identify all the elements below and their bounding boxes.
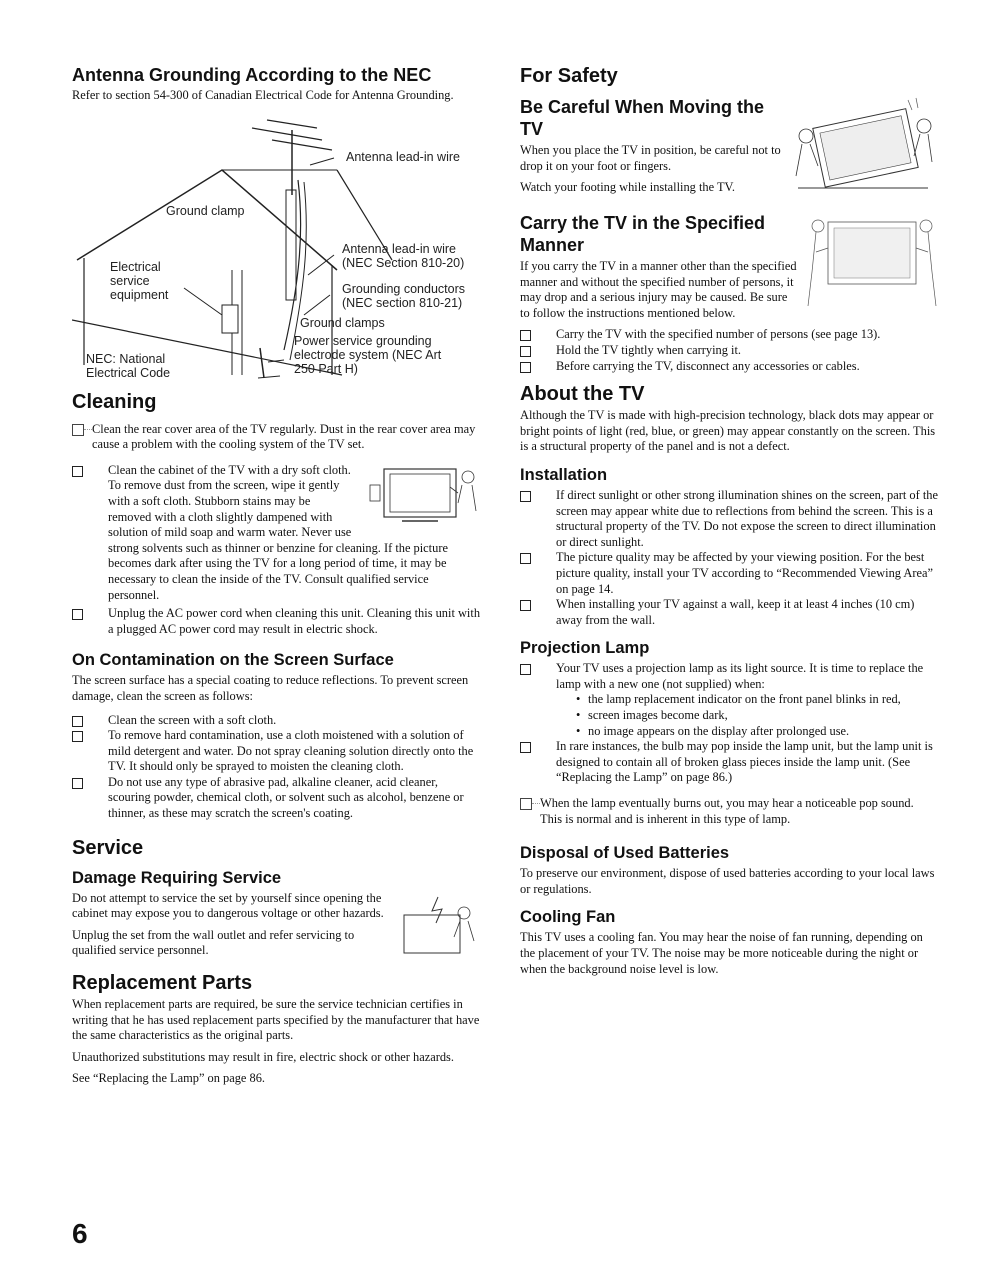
about-tv-body: Although the TV is made with high-precision technology, black dots may appear or bright points of light (red, blue, or green) may appear constantly on the screen. This is a structural property of the panel and is not a defect. [520,408,936,454]
cleaning-item-2-text: Unplug the AC power cord when cleaning this unit. Cleaning this unit with a plugged AC power cord may result in electric shock. [108,606,481,636]
cooling-fan-body: This TV uses a cooling fan. You may hear the noise of fan running, depending on the placement of your TV. The noise may be more noticeable during the night or when the background noise level is low. [520,930,923,976]
checkbox-bullet-icon [72,466,83,477]
disposal-batteries-body: To preserve our environment, dispose of used batteries according to your local laws or regulations. [520,866,935,896]
projection-lamp-list-2 [520,739,938,786]
carry-heading: Carry the TV in the Specified Manner [520,213,766,255]
carry-list [520,327,938,374]
checkbox-bullet-icon [520,664,531,675]
lamp-note-text: When the lamp eventually burns out, you may hear a noticeable pop sound. This is normal and is inherent in this type of lamp. [540,796,914,826]
carry-item-text: Hold the TV tightly when carrying it. [556,342,742,357]
contamination-item-text: Clean the screen with a soft cloth. [108,712,277,727]
checkbox-bullet-icon [520,346,531,357]
bullet-item: • no image appears on the display after prolonged use. [576,724,938,740]
installation-item-text: When installing your TV against a wall, keep it at least 4 inches (10 cm) away from the wall. [556,597,915,627]
damage-requiring-service-heading: Damage Requiring Service [72,868,282,887]
list-item [520,597,938,628]
label-ground-clamp: Ground clamp [166,203,245,218]
label-power-service: Power service grounding electrode system (NEC Art 250 Part H) [294,333,442,376]
contamination-item-text: Do not use any type of abrasive pad, alkaline cleaner, acid cleaner, scouring powder, chemical cloth, or solvent such as alcohol, benzene or thinner, as these may scratch the screen's coating. [108,774,464,821]
moving-body-2: Watch your footing while installing the TV. [520,180,736,195]
carry-item-text: Before carrying the TV, disconnect any accessories or cables. [556,358,860,373]
list-item [520,359,938,375]
contamination-item-text: To remove hard contamination, use a cloth moistened with a solution of mild detergent and water. Do not spray cleaning solution directly onto the TV. It should only be sprayed to moisten the cleaning cloth. [108,728,474,774]
list-item [520,661,938,692]
list-item [520,550,938,597]
replacement-body-2: Unauthorized substitutions may result in fire, electric shock or other hazards. [72,1049,454,1064]
list-item [72,728,482,775]
list-item [520,327,938,343]
note-icon [520,798,532,810]
label-grounding-conductors: Grounding conductors (NEC section 810-21) [342,281,465,310]
lamp-bullets [520,692,938,739]
installation-list [520,488,938,628]
installation-item-text: The picture quality may be affected by your viewing position. For the best picture quality, install your TV according to “Recommended Viewing Area” on page 14. [556,550,933,596]
projection-lamp-heading: Projection Lamp [520,639,650,658]
right-column [520,64,938,977]
checkbox-bullet-icon [72,716,83,727]
checkbox-bullet-icon [520,362,531,373]
cleaning-note-text: Clean the rear cover area of the TV regularly. Dust in the rear cover area may cause a problem with the cooling system of the TV set. [92,421,476,452]
cleaning-note [72,422,482,453]
label-antenna-lead-in: Antenna lead-in wire [346,149,460,164]
left-column [72,64,482,1087]
contamination-list [72,713,482,822]
checkbox-bullet-icon [520,553,531,564]
carry-item-text: Carry the TV with the specified number of persons (see page 13). [556,327,881,342]
list-item [520,488,938,550]
projection-lamp-list [520,661,938,692]
replacement-parts-heading: Replacement Parts [72,972,253,995]
list-item [520,343,938,359]
for-safety-heading: For Safety [520,65,618,87]
installation-item-text: If direct sunlight or other strong illumination shines on the screen, part of the screen may appear white due to reflections from behind the screen. This is a structural property of the TV. Do not expose the screen to direct illumination or direct sunlight. [556,487,938,549]
bullet-item: • the lamp replacement indicator on the front panel blinks in red, [576,692,938,708]
lamp-item-text: In rare instances, the bulb may pop inside the lamp unit, but the lamp unit is designed to contain all of broken glass pieces inside the lamp unit. (See “Replacing the Lamp” on page 86.) [556,739,933,785]
list-item [520,739,938,786]
checkbox-bullet-icon [72,609,83,620]
contamination-heading: On Contamination on the Screen Surface [72,651,394,670]
carry-body: If you carry the TV in a manner other than the specified manner and without the specified number of persons, it may drop and a serious injury may be caused. Be sure to follow the instructions mentioned below. [520,259,797,320]
list-item [72,713,482,729]
damage-section [72,891,482,959]
damage-body-2: Unplug the set from the wall outlet and refer servicing to qualified service personnel. [72,927,355,958]
about-tv-heading: About the TV [520,383,645,406]
damage-body-1: Do not attempt to service the set by yourself since opening the cabinet may expose you to dangerous voltage or other hazards. [72,890,384,921]
cleaning-list [72,463,482,638]
carry-section [520,212,938,321]
label-ground-clamps: Ground clamps [300,315,385,330]
checkbox-bullet-icon [520,742,531,753]
label-electrical-service: Electrical service equipment [110,259,169,302]
tv-service-warning-illustration [398,891,482,959]
antenna-grounding-body: Refer to section 54-300 of Canadian Electrical Code for Antenna Grounding. [72,88,454,102]
page-number: 6 [72,1218,88,1249]
contamination-body: The screen surface has a special coating to reduce reflections. To prevent screen damage, clean the screen as follows: [72,673,469,703]
checkbox-bullet-icon [72,731,83,742]
lamp-item-text: Your TV uses a projection lamp as its light source. It is time to replace the lamp with a new one (not supplied) when: [556,661,924,691]
cleaning-item-1-text: Clean the cabinet of the TV with a dry soft cloth. To remove dust from the screen, wipe it gently with a soft cloth. Stubborn stains may be removed with a cloth slightly dampened with solution of mild soap and warm water. Never use strong solvents such as thinner or benzine for cleaning. If the picture becomes dark after using the TV for a long period of time, it may be necessary to clean the inside of the TV. Consult qualified service personnel. [108,462,448,602]
tv-carrying-illustration [806,212,938,308]
moving-heading: Be Careful When Moving the TV [520,97,765,139]
service-heading: Service [72,836,144,859]
list-item [72,463,482,603]
bullet-item: • screen images become dark, [576,708,938,724]
antenna-grounding-heading: Antenna Grounding According to the NEC [72,65,432,85]
installation-heading: Installation [520,465,608,484]
list-item [72,606,482,637]
moving-body-1: When you place the TV in position, be careful not to drop it on your foot or fingers. [520,143,781,173]
list-item [72,775,482,822]
tv-wiping-illustration [362,463,482,535]
checkbox-bullet-icon [520,491,531,502]
label-antenna-lead-in-nec: Antenna lead-in wire (NEC Section 810-20) [342,241,465,270]
lamp-note [520,796,938,827]
checkbox-bullet-icon [520,330,531,341]
checkbox-bullet-icon [520,600,531,611]
checkbox-bullet-icon [72,778,83,789]
replacement-body-1: When replacement parts are required, be sure the service technician certifies in writing that he has used replacement parts specified by the manufacturer that have the same characteristics as the original parts. [72,997,480,1043]
note-icon [72,424,84,436]
replacement-body-3: See “Replacing the Lamp” on page 86. [72,1071,266,1086]
cleaning-heading: Cleaning [72,390,157,413]
cooling-fan-heading: Cooling Fan [520,908,616,927]
label-nec: NEC: National Electrical Code [86,351,171,380]
tv-moving-illustration [788,96,938,206]
disposal-batteries-heading: Disposal of Used Batteries [520,844,730,863]
antenna-grounding-diagram [72,110,482,380]
moving-section [520,96,938,206]
